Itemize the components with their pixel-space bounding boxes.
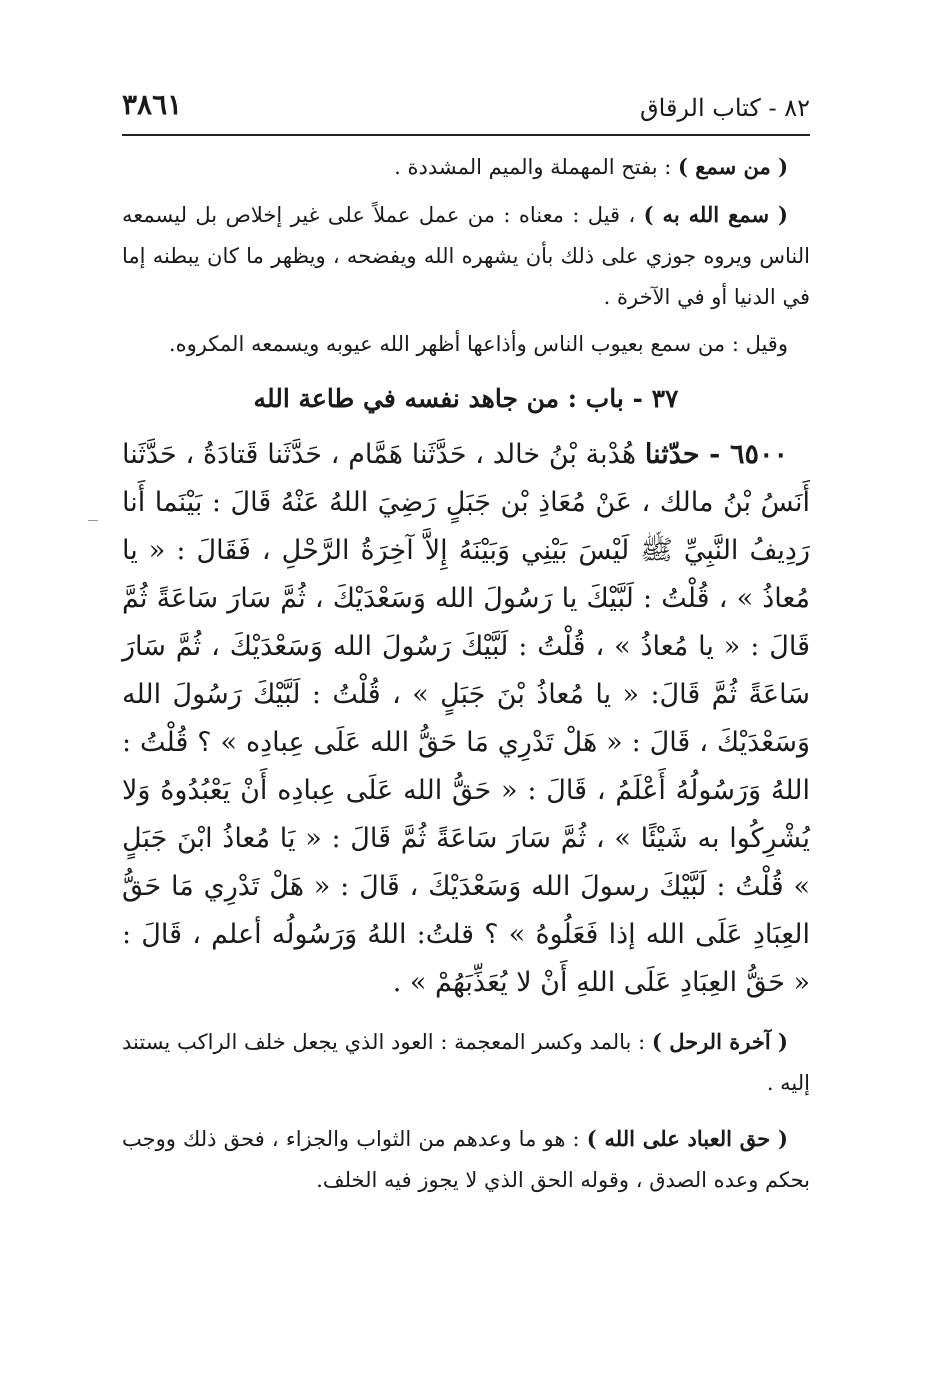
note-paragraph: [122, 1118, 810, 1201]
page-body: [122, 146, 810, 1207]
note-text: ، قيل : معناه : من عمل عملاً على غير إخلاص بل ليسمعه الناس ويروه جوزي على ذلك بأن يشهره الله ويفضحه ، ويظهر ما كان يبطنه إما في الدنيا أو في الآخرة .: [122, 203, 810, 309]
header-divider: [122, 134, 810, 136]
note-term: ( سمع الله به ): [643, 202, 788, 227]
margin-mark: [88, 520, 98, 521]
hadith-paragraph: [122, 431, 810, 1007]
hadith-text: هُدْبة بْنُ خالد ، حَدَّثَنا هَمَّام ، حَدَّثَنا قَتادَةُ ، حَدَّثَنا أَنَسُ بْنُ مالك ، عَنْ مُعَاذِ بْن جَبَلٍ رَضِيَ اللهُ عَنْهُ قَالَ : بَيْنَما أَنا رَدِيفُ النَّبِيِّ ﷺ لَيْسَ بَيْنِي وَبَيْنَهُ إِلاَّ آخِرَةُ الرَّحْلِ ، فَقَالَ : « يا مُعاذُ » ، قُلْتُ : لَبَّيْكَ يا رَسُولَ الله وَسَعْدَيْكَ ، ثُمَّ سَارَ سَاعَةً ثُمَّ قَالَ : « يا مُعاذُ » ، قُلْتُ : لَبَّيْكَ رَسُولَ الله وَسَعْدَيْكَ ، ثُمَّ سَارَ سَاعَةً ثُمَّ قَالَ: « يا مُعاذُ بْنَ جَبَلٍ » ، قُلْتُ : لَبَّيْكَ رَسُولَ الله وَسَعْدَيْكَ ، قَالَ : « هَلْ تَدْرِي مَا حَقُّ الله عَلَى عِبادِه » ؟ قُلْتُ : اللهُ وَرَسُولُهُ أَعْلَمُ ، قَالَ : « حَقُّ الله عَلَى عِبادِه أَنْ يَعْبُدُوهُ وَلا يُشْرِكُوا به شَيْئًا » ، ثُمَّ سَارَ سَاعَةً ثُمَّ قَالَ : « يَا مُعاذُ ابْنَ جَبَلٍ » قُلْتُ : لَبَّيْكَ رسولَ الله وَسَعْدَيْكَ ، قَالَ : « هَلْ تَدْرِي مَا حَقُّ العِبَادِ عَلَى الله إذا فَعَلُوهُ » ؟ قلتُ: اللهُ وَرَسُولُه أعلم ، قَالَ : « حَقُّ العِبَادِ عَلَى اللهِ أَنْ لا يُعَذِّبَهُمْ » .: [122, 439, 810, 998]
note-term: ( من سمع ): [678, 154, 788, 179]
note-text: وقيل : من سمع بعيوب الناس وأذاعها أظهر الله عيوبه ويسمعه المكروه.: [168, 332, 788, 356]
chapter-heading: ٣٧ - باب : من جاهد نفسه في طاعة الله: [253, 384, 679, 413]
page-number: ٣٨٦١: [122, 88, 183, 121]
note-text: : هو ما وعدهم من الثواب والجزاء ، فحق ذلك ووجب بحكم وعده الصدق ، وقوله الحق الذي لا يجوز فيه الخلف.: [122, 1127, 810, 1192]
hadith-number: ٦٥٠٠ - حدّثنا: [644, 439, 788, 470]
note-term: ( حق العباد على الله ): [586, 1126, 788, 1151]
note-paragraph: [122, 146, 810, 188]
note-paragraph: [122, 1021, 810, 1104]
page-header: [122, 88, 810, 128]
note-paragraph: [122, 194, 810, 318]
note-text: : بفتح المهملة والميم المشددة .: [394, 155, 679, 179]
note-term: ( آخرة الرحل ): [651, 1029, 788, 1054]
note-text: : بالمد وكسر المعجمة : العود الذي يجعل خلف الراكب يستند إليه .: [122, 1030, 810, 1095]
note-paragraph: [122, 324, 810, 365]
running-title: ٨٢ - كتاب الرقاق: [640, 94, 810, 122]
